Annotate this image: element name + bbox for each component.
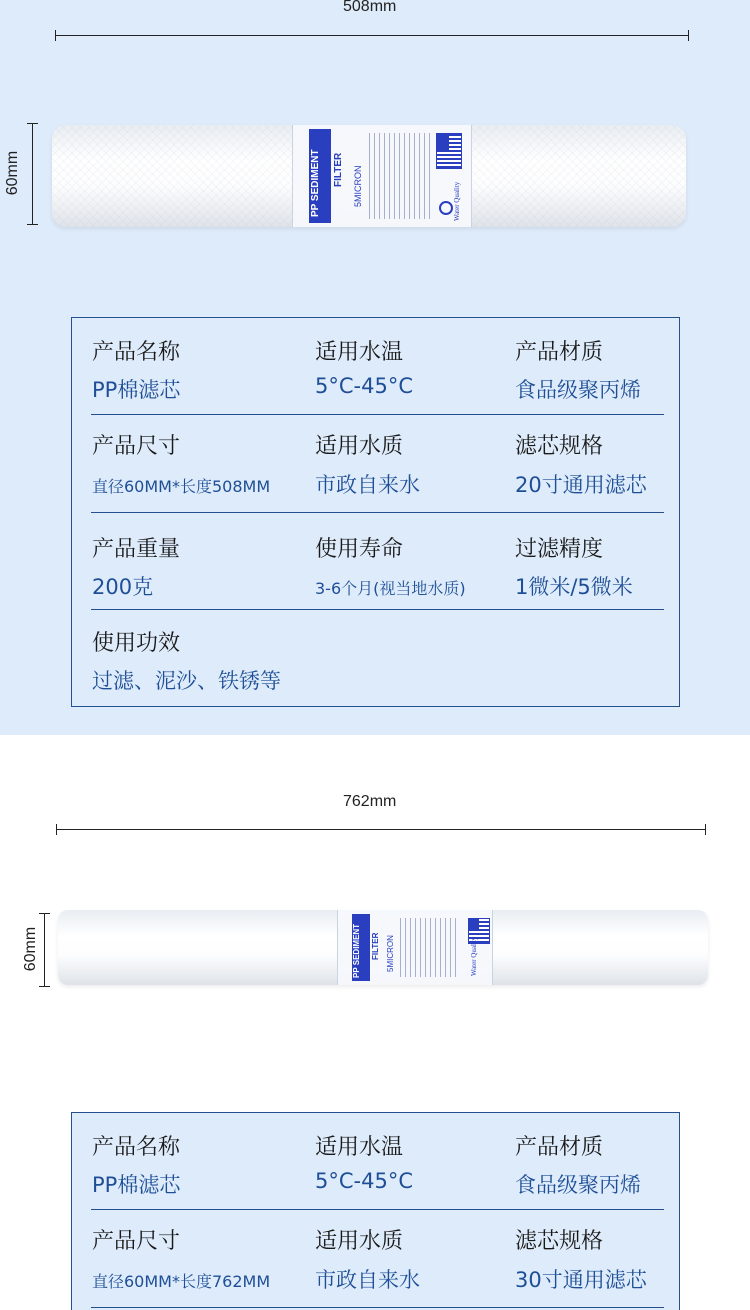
spec-label: 滤芯规格: [515, 1229, 604, 1254]
filter-cartridge-image: [52, 125, 686, 227]
filter-label-title: PP SEDIMENT: [352, 923, 361, 978]
filter-label-micron: 5MICRON: [386, 935, 395, 972]
length-dimension-line: [56, 829, 706, 830]
spec-label: 适用水质: [315, 434, 404, 459]
row-divider: [91, 609, 664, 610]
spec-label: 适用水温: [315, 340, 404, 365]
spec-label: 产品重量: [92, 537, 181, 562]
spec-value: 3-6个月(视当地水质): [315, 579, 466, 598]
product-section-762: [0, 735, 750, 1310]
filter-label-subtitle: FILTER: [371, 932, 380, 960]
spec-label: 滤芯规格: [515, 434, 604, 459]
spec-value: 市政自来水: [315, 1268, 420, 1292]
spec-value: 食品级聚丙烯: [515, 378, 641, 402]
flag-icon: [436, 133, 462, 169]
spec-value: 市政自来水: [315, 473, 420, 497]
spec-table-762: [71, 1112, 680, 1310]
spec-label: 使用功效: [92, 631, 181, 656]
spec-value: 30寸通用滤芯: [515, 1268, 647, 1292]
diameter-dimension-label: 60mm: [22, 926, 39, 972]
length-dimension-label: 508mm: [343, 0, 397, 15]
spec-label: 使用寿命: [315, 537, 404, 562]
diameter-dimension-label: 60mm: [4, 150, 21, 196]
spec-value: 5°C-45°C: [315, 1169, 413, 1193]
row-divider: [91, 1209, 664, 1210]
diameter-dimension-line: [32, 123, 33, 225]
spec-label: 产品尺寸: [92, 1229, 181, 1254]
row-divider: [91, 1307, 664, 1308]
length-dimension-line: [55, 35, 689, 36]
length-dimension-label: 762mm: [343, 793, 397, 810]
row-divider: [91, 512, 664, 513]
spec-label: 产品材质: [515, 340, 604, 365]
spec-value: 20寸通用滤芯: [515, 473, 647, 497]
brand-logo-icon: [439, 201, 453, 215]
spec-value: PP棉滤芯: [92, 378, 181, 402]
spec-value: 1微米/5微米: [515, 575, 633, 599]
spec-value: 过滤、泥沙、铁锈等: [92, 669, 281, 693]
spec-label: 适用水温: [315, 1135, 404, 1160]
spec-value: 食品级聚丙烯: [515, 1173, 641, 1197]
spec-value: 直径60MM*长度762MM: [92, 1272, 271, 1291]
filter-label-subtitle: FILTER: [333, 152, 344, 187]
spec-value: 200克: [92, 575, 154, 599]
brand-text: Water Quality: [470, 936, 478, 976]
spec-label: 产品尺寸: [92, 434, 181, 459]
filter-cartridge-image: [58, 910, 708, 985]
spec-value: 直径60MM*长度508MM: [92, 477, 271, 496]
spec-label: 产品材质: [515, 1135, 604, 1160]
spec-label: 过滤精度: [515, 537, 604, 562]
diameter-dimension-line: [44, 913, 45, 987]
spec-label: 适用水质: [315, 1229, 404, 1254]
spec-value: 5°C-45°C: [315, 374, 413, 398]
spec-label: 产品名称: [92, 1135, 181, 1160]
filter-label: [292, 125, 472, 227]
filter-label: [337, 910, 493, 985]
filter-label-micron: 5MICRON: [353, 165, 363, 207]
brand-text: Water Quality: [453, 181, 461, 221]
spec-value: PP棉滤芯: [92, 1173, 181, 1197]
filter-label-title: PP SEDIMENT: [310, 149, 321, 217]
spec-label: 产品名称: [92, 340, 181, 365]
spec-table-508: [71, 317, 680, 707]
row-divider: [91, 414, 664, 415]
